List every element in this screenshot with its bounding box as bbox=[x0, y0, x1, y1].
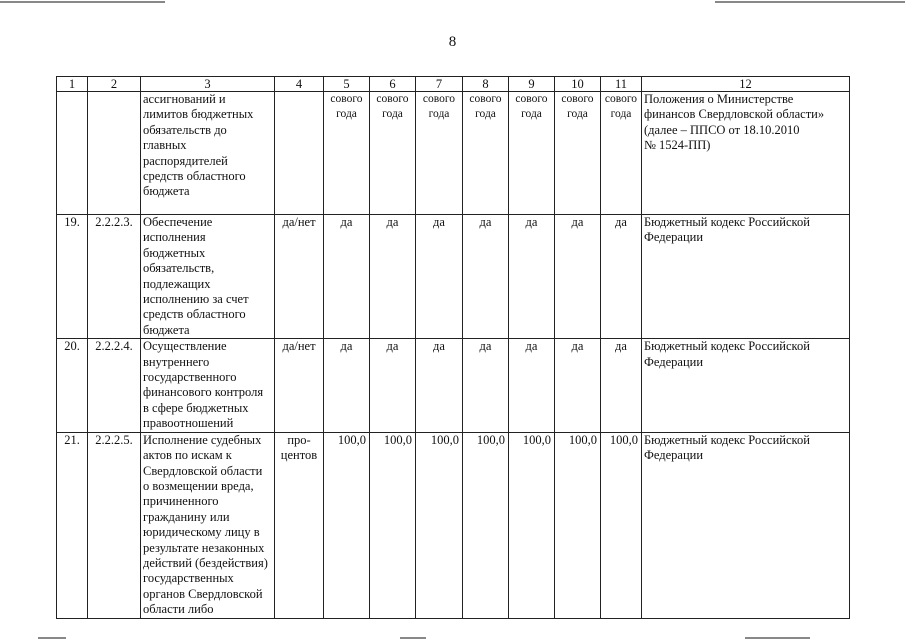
cell-line: года bbox=[610, 108, 632, 121]
value-cell bbox=[509, 215, 555, 339]
cell-line: бюджета bbox=[143, 322, 190, 337]
cell-line: правоотношений bbox=[143, 416, 234, 431]
source-cell bbox=[642, 432, 850, 618]
value-cell bbox=[324, 92, 370, 215]
value-cell bbox=[416, 339, 463, 432]
value-cell bbox=[463, 215, 509, 339]
cell-line: да bbox=[386, 339, 399, 354]
column-header: 3 bbox=[141, 77, 275, 92]
value-cell bbox=[555, 339, 601, 432]
value-cell bbox=[416, 215, 463, 339]
cell-line: Исполнение судебных bbox=[143, 432, 262, 447]
cell-line: актов по искам к bbox=[143, 448, 232, 463]
cell-line: да bbox=[571, 215, 584, 229]
cell-line: исполнению за счет bbox=[143, 292, 249, 307]
value-cell bbox=[509, 339, 555, 432]
column-header: 6 bbox=[370, 77, 416, 92]
cell-line: 100,0 bbox=[476, 432, 505, 447]
source-cell bbox=[642, 215, 850, 339]
column-header: 9 bbox=[509, 77, 555, 92]
page-number: 8 bbox=[448, 34, 457, 50]
cell-line: года bbox=[382, 108, 403, 121]
cell-line: сового bbox=[515, 93, 548, 105]
cell-line: года bbox=[475, 108, 496, 121]
cell-line: причиненного bbox=[143, 494, 219, 509]
unit-cell bbox=[275, 215, 324, 339]
value-cell bbox=[370, 339, 416, 432]
cell-line: области либо bbox=[143, 602, 214, 617]
scan-edge-line bbox=[745, 637, 810, 639]
value-cell bbox=[555, 215, 601, 339]
cell-line: средств областного bbox=[143, 169, 246, 184]
cell-line: да bbox=[433, 339, 445, 354]
cell-line: Положения о Министерстве bbox=[644, 92, 794, 106]
value-cell bbox=[324, 215, 370, 339]
cell-line: Федерации bbox=[644, 230, 704, 245]
column-number-row bbox=[57, 77, 850, 92]
cell-line: центов bbox=[280, 448, 318, 463]
cell-line: 100,0 bbox=[568, 432, 597, 447]
cell-line: Бюджетный кодекс Российской bbox=[644, 432, 810, 447]
value-cell bbox=[555, 92, 601, 215]
column-header: 8 bbox=[463, 77, 509, 92]
cell-line: года bbox=[521, 108, 542, 121]
cell-line: Федерации bbox=[644, 448, 704, 463]
cell-line: года bbox=[567, 108, 588, 121]
indicator-name bbox=[141, 339, 275, 432]
cell-line: про- bbox=[287, 432, 311, 447]
scan-edge-line bbox=[38, 637, 66, 639]
unit-cell bbox=[275, 92, 324, 215]
value-cell bbox=[324, 339, 370, 432]
cell-line: сового bbox=[422, 93, 456, 105]
cell-line: подлежащих bbox=[143, 276, 211, 291]
column-header: 10 bbox=[555, 77, 601, 92]
value-cell bbox=[601, 339, 642, 432]
cell-line: сового bbox=[469, 93, 502, 105]
cell-line: Осуществление bbox=[143, 339, 227, 354]
cell-line: обязательств до bbox=[143, 122, 227, 137]
column-header: 11 bbox=[601, 77, 642, 92]
cell-line: финансов Свердловской области» bbox=[644, 107, 825, 122]
row-code: 2.2.2.3. bbox=[88, 215, 141, 339]
row-code: 2.2.2.5. bbox=[88, 432, 141, 618]
unit-cell bbox=[275, 339, 324, 432]
value-cell bbox=[555, 432, 601, 618]
cell-line: да bbox=[340, 339, 353, 354]
cell-line: действий (бездействия) bbox=[143, 555, 268, 570]
cell-line: гражданину или bbox=[143, 509, 230, 524]
row-code bbox=[88, 92, 141, 215]
value-cell bbox=[463, 432, 509, 618]
row-code: 2.2.2.4. bbox=[88, 339, 141, 432]
source-cell bbox=[642, 92, 850, 215]
cell-line: бюджета bbox=[143, 184, 190, 199]
indicator-name bbox=[141, 215, 275, 339]
cell-line: результате незаконных bbox=[143, 540, 265, 555]
value-cell bbox=[463, 92, 509, 215]
cell-line: да/нет bbox=[282, 339, 316, 354]
cell-line: да bbox=[615, 215, 627, 229]
cell-line: 100,0 bbox=[609, 432, 638, 447]
scan-edge-line bbox=[400, 637, 426, 639]
cell-line: 100,0 bbox=[337, 432, 366, 447]
source-cell bbox=[642, 339, 850, 432]
cell-line: сового bbox=[376, 93, 409, 105]
cell-line: да bbox=[525, 339, 538, 354]
cell-line: сового bbox=[604, 93, 638, 105]
cell-line: исполнения bbox=[143, 230, 206, 245]
column-header: 12 bbox=[642, 77, 850, 92]
cell-line: года bbox=[428, 108, 450, 121]
cell-line: внутреннего bbox=[143, 354, 210, 369]
cell-line: ассигнований и bbox=[143, 92, 226, 106]
cell-line: Бюджетный кодекс Российской bbox=[644, 339, 810, 354]
cell-line: органов Свердловской bbox=[143, 586, 263, 601]
cell-line: да bbox=[433, 215, 445, 229]
cell-line: финансового контроля bbox=[143, 385, 264, 400]
cell-line: распорядителей bbox=[143, 153, 228, 168]
column-header: 2 bbox=[88, 77, 141, 92]
cell-line: Бюджетный кодекс Российской bbox=[644, 215, 810, 229]
value-cell bbox=[370, 92, 416, 215]
cell-line: да bbox=[340, 215, 353, 229]
cell-line: о возмещении вреда, bbox=[143, 478, 254, 493]
cell-line: да bbox=[571, 339, 584, 354]
row-number: 19. bbox=[57, 215, 88, 339]
column-header: 5 bbox=[324, 77, 370, 92]
cell-line: бюджетных bbox=[143, 245, 206, 260]
column-header: 7 bbox=[416, 77, 463, 92]
column-header: 1 bbox=[57, 77, 88, 92]
cell-line: да bbox=[525, 215, 538, 229]
cell-line: государственных bbox=[143, 571, 234, 586]
cell-line: 100,0 bbox=[522, 432, 551, 447]
indicators-table bbox=[56, 76, 850, 619]
value-cell bbox=[416, 432, 463, 618]
cell-line: юридическому лицу в bbox=[143, 525, 260, 540]
unit-cell bbox=[275, 432, 324, 618]
value-cell bbox=[601, 432, 642, 618]
value-cell bbox=[601, 92, 642, 215]
cell-line: главных bbox=[143, 138, 187, 153]
value-cell bbox=[601, 215, 642, 339]
value-cell bbox=[370, 215, 416, 339]
cell-line: сового bbox=[561, 93, 594, 105]
cell-line: Свердловской области bbox=[143, 463, 263, 478]
indicator-name bbox=[141, 432, 275, 618]
value-cell bbox=[416, 92, 463, 215]
value-cell bbox=[370, 432, 416, 618]
table-row bbox=[57, 215, 850, 339]
cell-line: Обеспечение bbox=[143, 215, 213, 229]
table-row bbox=[57, 432, 850, 618]
cell-line: да bbox=[479, 339, 492, 354]
value-cell bbox=[509, 432, 555, 618]
value-cell bbox=[463, 339, 509, 432]
cell-line: да bbox=[386, 215, 399, 229]
cell-line: сового bbox=[330, 93, 363, 105]
row-number: 20. bbox=[57, 339, 88, 432]
cell-line: (далее – ППСО от 18.10.2010 bbox=[644, 122, 800, 137]
row-number bbox=[57, 92, 88, 215]
column-header: 4 bbox=[275, 77, 324, 92]
scan-edge-line bbox=[0, 1, 165, 3]
table-row bbox=[57, 339, 850, 432]
cell-line: 100,0 bbox=[383, 432, 412, 447]
row-number: 21. bbox=[57, 432, 88, 618]
cell-line: года bbox=[336, 108, 357, 121]
value-cell bbox=[324, 432, 370, 618]
scan-edge-line bbox=[715, 1, 905, 3]
cell-line: да bbox=[479, 215, 492, 229]
cell-line: да bbox=[615, 339, 627, 354]
cell-line: лимитов бюджетных bbox=[143, 107, 254, 122]
table-row bbox=[57, 92, 850, 215]
cell-line: обязательств, bbox=[143, 261, 215, 276]
cell-line: государственного bbox=[143, 370, 237, 385]
cell-line: № 1524-ПП) bbox=[644, 138, 711, 153]
cell-line: 100,0 bbox=[430, 432, 459, 447]
cell-line: да/нет bbox=[282, 215, 316, 229]
indicator-name bbox=[141, 92, 275, 215]
cell-line: в сфере бюджетных bbox=[143, 400, 249, 415]
cell-line: Федерации bbox=[644, 354, 704, 369]
value-cell bbox=[509, 92, 555, 215]
cell-line: средств областного bbox=[143, 307, 246, 322]
